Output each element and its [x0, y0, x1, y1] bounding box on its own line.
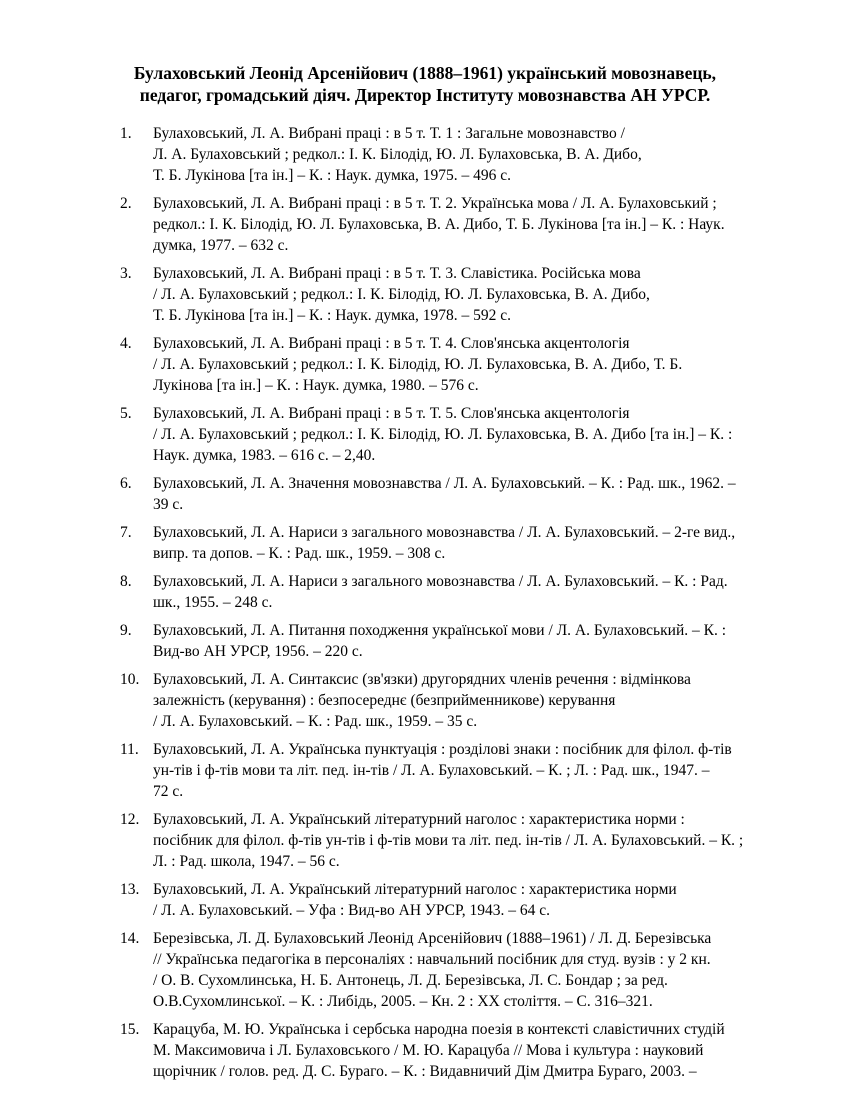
bibliography-entry	[0, 522, 850, 564]
entry-number: 6.	[120, 475, 132, 492]
bibliography-entry	[0, 123, 850, 186]
entry-line: ун-тів і ф-тів мови та літ. пед. ін-тів / Л. А. Булаховський. – К. ; Л. : Рад. шк., 1947. –	[153, 762, 710, 779]
entry-line: / О. В. Сухомлинська, Н. Б. Антонець, Л. Д. Березівська, Л. С. Бондар ; за ред.	[153, 972, 668, 989]
entry-line: залежність (керування) : безпосереднє (безприйменникове) керування	[153, 692, 616, 709]
entry-line: Булаховський, Л. А. Вибрані праці : в 5 т. Т. 2. Українська мова / Л. А. Булаховський ;	[153, 195, 717, 212]
bibliography-entry	[0, 403, 850, 466]
entry-line: Наук. думка, 1983. – 616 с. – 2,40.	[153, 447, 376, 464]
entry-number: 7.	[120, 524, 132, 541]
entry-line: / Л. А. Булаховський ; редкол.: І. К. Білодід, Ю. Л. Булаховська, В. А. Дибо [та ін.] – К. :	[153, 426, 733, 443]
entry-line: 72 с.	[153, 783, 184, 800]
bibliography-entry	[0, 333, 850, 396]
entry-line: думка, 1977. – 632 с.	[153, 237, 289, 254]
entry-number: 3.	[120, 265, 132, 282]
title-line-2: педагог, громадський діяч. Директор Інституту мовознавства АН УРСР.	[139, 85, 711, 105]
entry-line: // Українська педагогіка в персоналіях : навчальний посібник для студ. вузів : у 2 кн.	[153, 951, 711, 968]
bibliography-entry	[0, 263, 850, 326]
entry-line: 39 с.	[153, 496, 184, 513]
entry-line: посібник для філол. ф-тів ун-тів і ф-тів мови та літ. пед. ін-тів / Л. А. Булаховський. – К. ;	[153, 832, 744, 849]
entry-text	[153, 928, 711, 1012]
entry-text	[153, 522, 735, 564]
entry-text	[153, 1019, 725, 1082]
entry-line: Булаховський, Л. А. Вибрані праці : в 5 т. Т. 3. Славістика. Російська мова	[153, 265, 641, 282]
entry-text	[153, 571, 728, 613]
entry-line: шк., 1955. – 248 с.	[153, 594, 273, 611]
entry-text	[153, 473, 736, 515]
entry-line: Карацуба, М. Ю. Українська і сербська народна поезія в контексті славістичних студій	[153, 1021, 725, 1038]
entry-line: Булаховський, Л. А. Синтаксис (зв'язки) другорядних членів речення : відмінкова	[153, 671, 691, 688]
entry-line: Т. Б. Лукінова [та ін.] – К. : Наук. думка, 1978. – 592 с.	[153, 307, 511, 324]
entry-number: 9.	[120, 622, 132, 639]
entry-line: Л. : Рад. школа, 1947. – 56 с.	[153, 853, 340, 870]
title-line-1: Булаховський Леонід Арсенійович (1888–1961) український мовознавець,	[133, 63, 717, 83]
page-title	[60, 62, 790, 106]
entry-number: 13.	[120, 881, 140, 898]
entry-number: 10.	[120, 671, 140, 688]
entry-number: 5.	[120, 405, 132, 422]
entry-line: Булаховський, Л. А. Український літературний наголос : характеристика норми :	[153, 811, 685, 828]
entry-line: випр. та допов. – К. : Рад. шк., 1959. – 308 с.	[153, 545, 446, 562]
entry-text	[153, 263, 650, 326]
entry-line: Т. Б. Лукінова [та ін.] – К. : Наук. думка, 1975. – 496 с.	[153, 167, 511, 184]
entry-line: щорічник / голов. ред. Д. С. Бураго. – К. : Видавничий Дім Дмитра Бураго, 2003. –	[153, 1063, 697, 1080]
entry-number: 11.	[120, 741, 139, 758]
entry-number: 15.	[120, 1021, 140, 1038]
entry-line: Березівська, Л. Д. Булаховський Леонід Арсенійович (1888–1961) / Л. Д. Березівська	[153, 930, 712, 947]
entry-line: М. Максимовича і Л. Булаховського / М. Ю. Карацуба // Мова і культура : науковий	[153, 1042, 704, 1059]
entry-line: / Л. А. Булаховський. – Уфа : Вид-во АН УРСР, 1943. – 64 с.	[153, 902, 550, 919]
entry-number: 8.	[120, 573, 132, 590]
bibliography-entry	[0, 809, 850, 872]
bibliography-list	[0, 123, 850, 1089]
entry-line: / Л. А. Булаховський. – К. : Рад. шк., 1959. – 35 с.	[153, 713, 478, 730]
entry-line: Булаховський, Л. А. Вибрані праці : в 5 т. Т. 5. Слов'янська акцентологія	[153, 405, 630, 422]
entry-line: / Л. А. Булаховський ; редкол.: І. К. Білодід, Ю. Л. Булаховська, В. А. Дибо,	[153, 286, 650, 303]
entry-text	[153, 193, 725, 256]
entry-line: Булаховський, Л. А. Українська пунктуація : розділові знаки : посібник для філол. ф-тів	[153, 741, 732, 758]
entry-text	[153, 669, 691, 732]
entry-number: 12.	[120, 811, 140, 828]
bibliography-entry	[0, 473, 850, 515]
entry-line: Лукінова [та ін.] – К. : Наук. думка, 1980. – 576 с.	[153, 377, 479, 394]
entry-line: Булаховський, Л. А. Український літературний наголос : характеристика норми	[153, 881, 677, 898]
entry-text	[153, 403, 732, 466]
entry-text	[153, 620, 726, 662]
entry-line: Вид-во АН УРСР, 1956. – 220 с.	[153, 643, 363, 660]
entry-line: / Л. А. Булаховський ; редкол.: І. К. Білодід, Ю. Л. Булаховська, В. А. Дибо, Т. Б.	[153, 356, 683, 373]
entry-number: 1.	[120, 125, 132, 142]
bibliography-entry	[0, 928, 850, 1012]
entry-line: Л. А. Булаховський ; редкол.: І. К. Білодід, Ю. Л. Булаховська, В. А. Дибо,	[153, 146, 642, 163]
entry-number: 2.	[120, 195, 132, 212]
entry-text	[153, 123, 642, 186]
entry-number: 14.	[120, 930, 140, 947]
entry-line: Булаховський, Л. А. Нариси з загального мовознавства / Л. А. Булаховський. – К. : Рад.	[153, 573, 728, 590]
entry-line: Булаховський, Л. А. Нариси з загального мовознавства / Л. А. Булаховський. – 2-ге вид.,	[153, 524, 736, 541]
entry-line: Булаховський, Л. А. Питання походження української мови / Л. А. Булаховський. – К. :	[153, 622, 727, 639]
bibliography-entry	[0, 739, 850, 802]
entry-number: 4.	[120, 335, 132, 352]
entry-text	[153, 879, 677, 921]
entry-line: Булаховський, Л. А. Вибрані праці : в 5 т. Т. 1 : Загальне мовознавство /	[153, 125, 625, 142]
entry-line: редкол.: І. К. Білодід, Ю. Л. Булаховська, В. А. Дибо, Т. Б. Лукінова [та ін.] – К. : Наук.	[153, 216, 725, 233]
bibliography-entry	[0, 879, 850, 921]
bibliography-entry	[0, 571, 850, 613]
bibliography-entry	[0, 620, 850, 662]
entry-text	[153, 809, 743, 872]
entry-line: Булаховський, Л. А. Вибрані праці : в 5 т. Т. 4. Слов'янська акцентологія	[153, 335, 630, 352]
entry-text	[153, 333, 682, 396]
entry-line: О.В.Сухомлинської. – К. : Либідь, 2005. – Кн. 2 : XX століття. – С. 316–321.	[153, 993, 653, 1010]
entry-text	[153, 739, 732, 802]
entry-line: Булаховський, Л. А. Значення мовознавства / Л. А. Булаховський. – К. : Рад. шк., 1962. –	[153, 475, 736, 492]
bibliography-entry	[0, 193, 850, 256]
bibliography-entry	[0, 1019, 850, 1082]
bibliography-entry	[0, 669, 850, 732]
